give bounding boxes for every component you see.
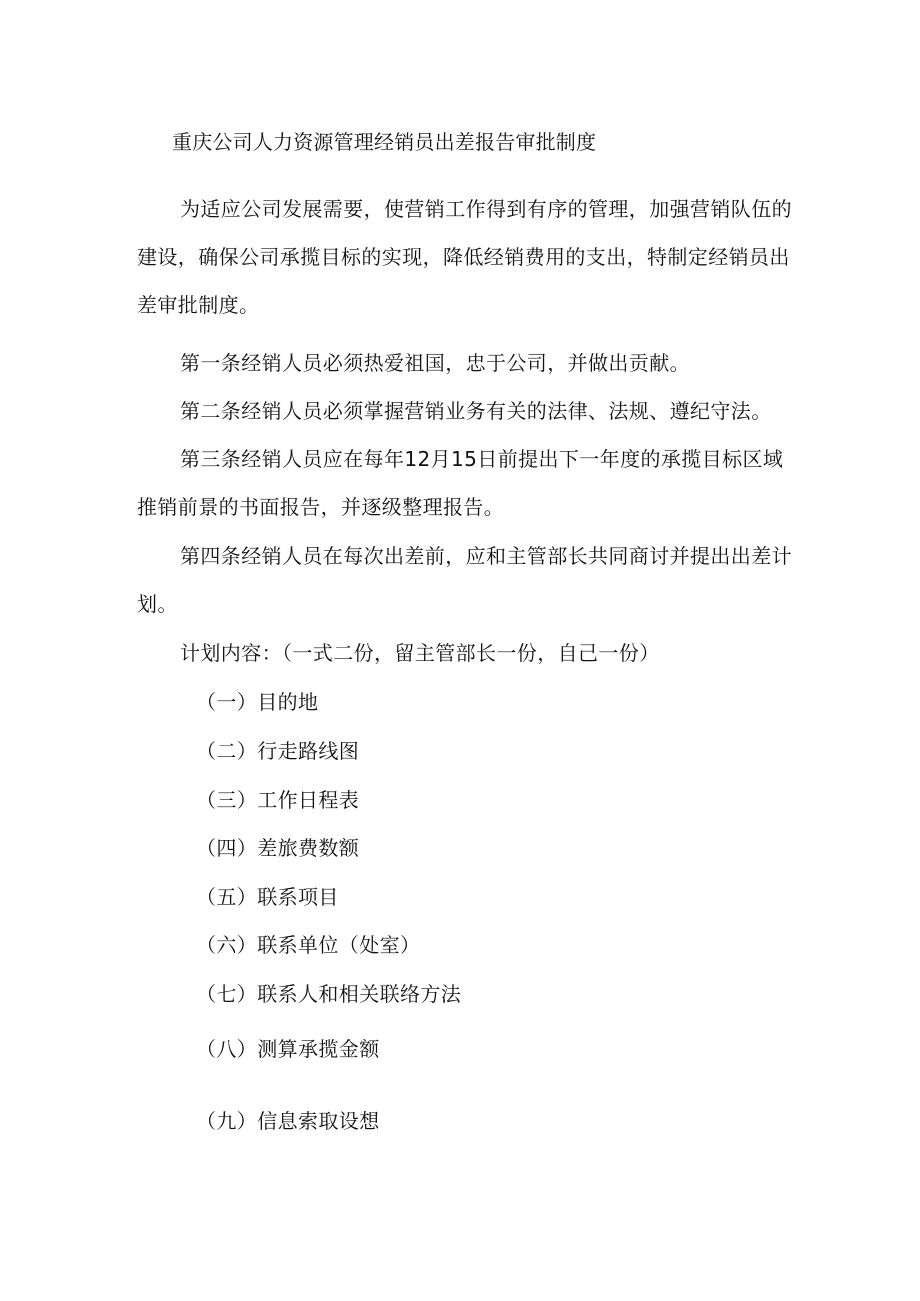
article-3-line-2: 推销前景的书面报告，并逐级整理报告。 — [137, 495, 505, 519]
plan-item: （二）行走路线图 — [196, 739, 360, 763]
intro-line: 为适应公司发展需要，使营销工作得到有序的管理，加强营销队伍的 — [180, 197, 792, 221]
article-4-line-1: 第四条经销人员在每次出差前，应和主管部长共同商讨并提出出差计 — [180, 544, 792, 568]
plan-heading: 计划内容：（一式二份，留主管部长一份，自己一份） — [180, 641, 660, 665]
plan-item: （九）信息索取设想 — [196, 1109, 380, 1133]
document-title: 重庆公司人力资源管理经销员出差报告审批制度 — [172, 130, 597, 154]
plan-item: （六）联系单位（处室） — [196, 933, 421, 957]
plan-item: （七）联系人和相关联络方法 — [196, 982, 462, 1006]
plan-item: （八）测算承揽金额 — [196, 1037, 380, 1061]
article-1: 第一条经销人员必须热爱祖国，忠于公司，并做出贡献。 — [180, 351, 690, 375]
article-2: 第二条经销人员必须掌握营销业务有关的法律、法规、遵纪守法。 — [180, 399, 772, 423]
intro-line: 差审批制度。 — [137, 293, 260, 317]
plan-item: （一）目的地 — [196, 690, 319, 714]
plan-item: （三）工作日程表 — [196, 788, 360, 812]
plan-item: （五）联系项目 — [196, 885, 339, 909]
plan-item: （四）差旅费数额 — [196, 836, 360, 860]
intro-line: 建设，确保公司承揽目标的实现，降低经销费用的支出，特制定经销员出 — [137, 245, 790, 269]
article-4-line-2: 划。 — [137, 592, 178, 616]
article-3-line-1: 第三条经销人员应在每年12月15日前提出下一年度的承揽目标区域 — [180, 447, 784, 471]
